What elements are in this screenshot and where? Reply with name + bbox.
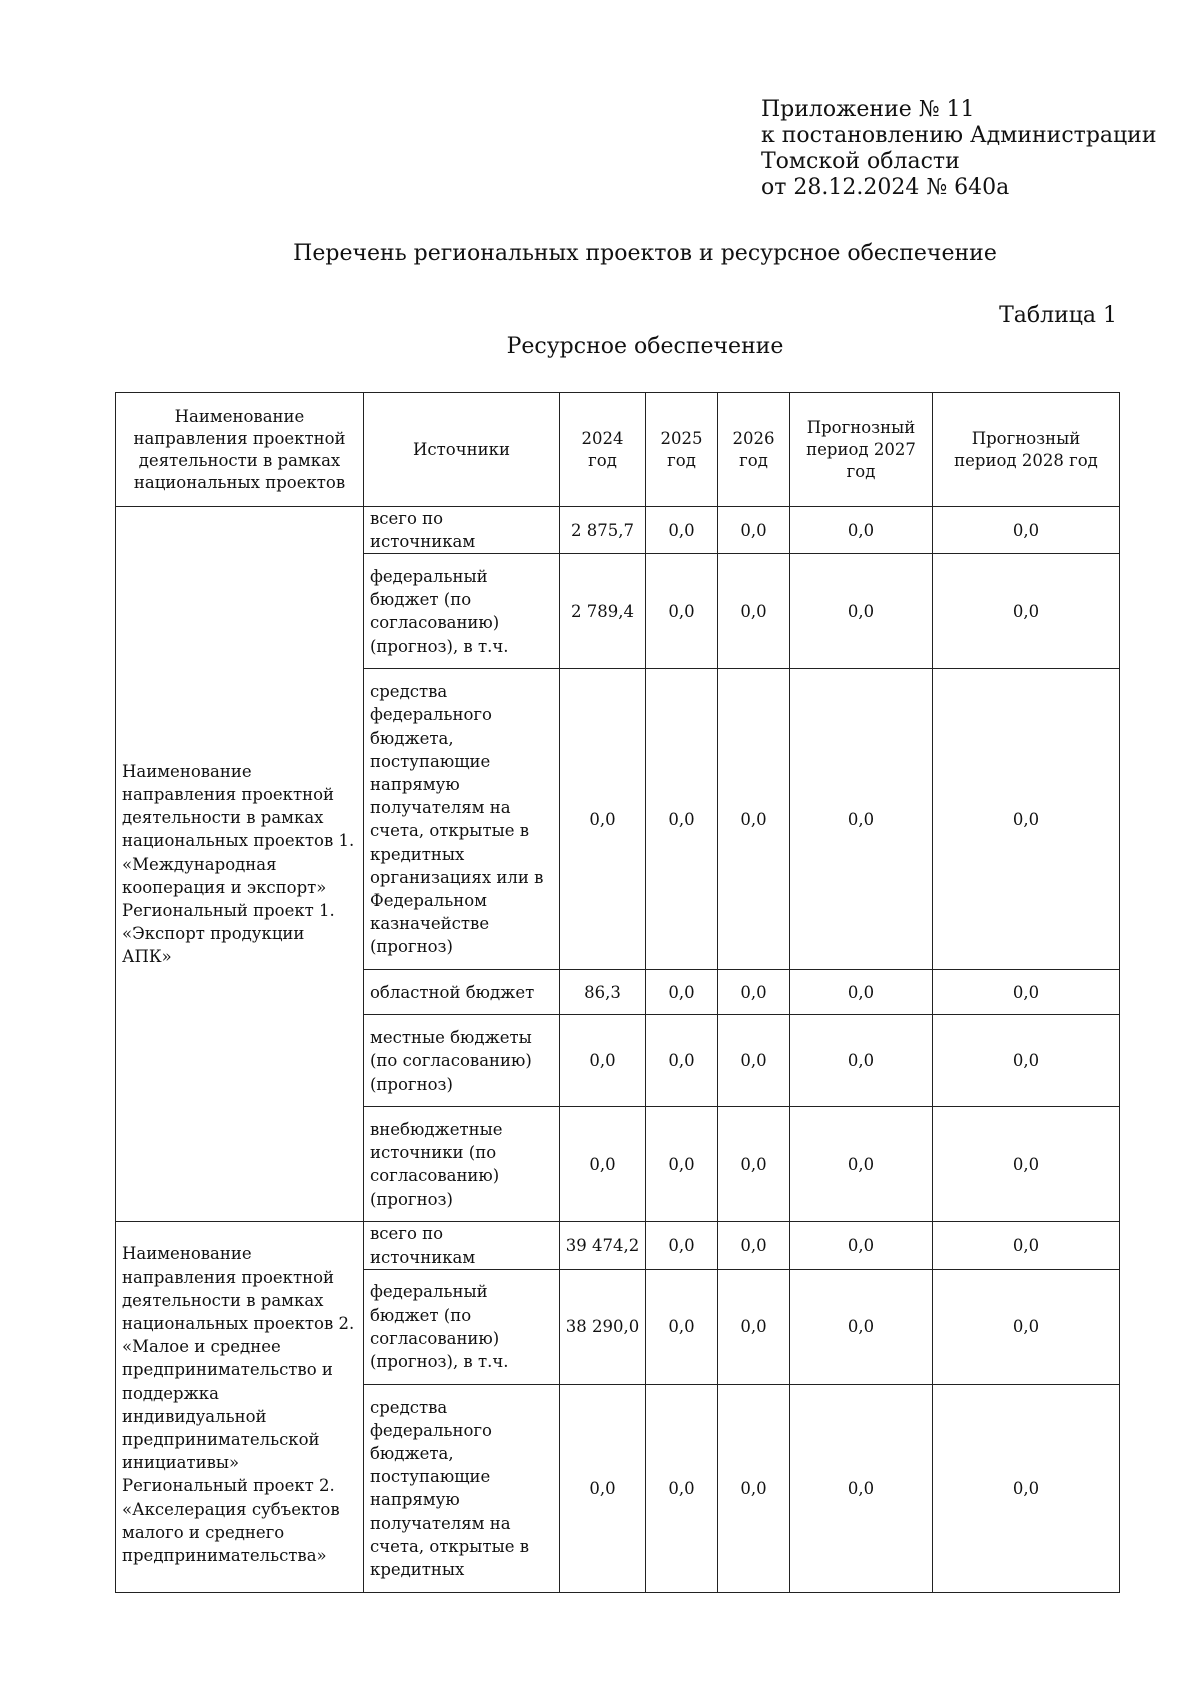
appendix-line-1: Приложение № 11	[761, 97, 975, 122]
header-2027: Прогнозный период 2027 год	[790, 393, 933, 507]
value-2027: 0,0	[790, 1384, 933, 1592]
appendix-line-4: от 28.12.2024 № 640а	[761, 175, 1010, 200]
value-2026: 0,0	[718, 970, 790, 1015]
value-2025: 0,0	[646, 1384, 718, 1592]
appendix-line-3: Томской области	[761, 149, 960, 174]
source-cell: местные бюджеты (по согласованию) (прогноз)	[364, 1015, 560, 1107]
appendix-block	[761, 97, 1157, 201]
value-2028: 0,0	[933, 554, 1120, 669]
value-2025: 0,0	[646, 1107, 718, 1222]
value-2024: 2 789,4	[560, 554, 646, 669]
header-2028: Прогнозный период 2028 год	[933, 393, 1120, 507]
value-2024: 39 474,2	[560, 1222, 646, 1269]
value-2025: 0,0	[646, 1015, 718, 1107]
value-2027: 0,0	[790, 1015, 933, 1107]
value-2027: 0,0	[790, 970, 933, 1015]
value-2026: 0,0	[718, 554, 790, 669]
value-2028: 0,0	[933, 970, 1120, 1015]
resource-table	[115, 392, 1120, 1593]
source-cell: средства федерального бюджета, поступающие напрямую получателям на счета, открытые в кредитных	[364, 1384, 560, 1592]
value-2028: 0,0	[933, 1384, 1120, 1592]
table-row	[116, 507, 1120, 554]
header-sources: Источники	[364, 393, 560, 507]
value-2028: 0,0	[933, 669, 1120, 970]
value-2024: 0,0	[560, 1015, 646, 1107]
value-2027: 0,0	[790, 1107, 933, 1222]
value-2028: 0,0	[933, 507, 1120, 554]
value-2025: 0,0	[646, 1269, 718, 1384]
header-direction: Наименование направления проектной деятельности в рамках национальных проектов	[116, 393, 364, 507]
page-title: Перечень региональных проектов и ресурсное обеспечение	[293, 241, 997, 266]
table-number-label: Таблица 1	[999, 303, 1117, 328]
value-2027: 0,0	[790, 554, 933, 669]
value-2027: 0,0	[790, 507, 933, 554]
value-2026: 0,0	[718, 1269, 790, 1384]
value-2025: 0,0	[646, 554, 718, 669]
value-2025: 0,0	[646, 507, 718, 554]
header-2025: 2025 год	[646, 393, 718, 507]
value-2028: 0,0	[933, 1107, 1120, 1222]
value-2024: 0,0	[560, 1384, 646, 1592]
value-2028: 0,0	[933, 1222, 1120, 1269]
source-cell: внебюджетные источники (по согласованию) (прогноз)	[364, 1107, 560, 1222]
value-2024: 38 290,0	[560, 1269, 646, 1384]
source-cell: всего по источникам	[364, 1222, 560, 1269]
value-2027: 0,0	[790, 1269, 933, 1384]
value-2024: 0,0	[560, 1107, 646, 1222]
source-cell: федеральный бюджет (по согласованию) (прогноз), в т.ч.	[364, 1269, 560, 1384]
value-2025: 0,0	[646, 669, 718, 970]
value-2025: 0,0	[646, 970, 718, 1015]
value-2027: 0,0	[790, 669, 933, 970]
direction-cell: Наименование направления проектной деятельности в рамках национальных проектов 2. «Малое и среднее предпринимательство и поддержка индивидуальной предпринимательской инициативы» Региональный проект 2. «Акселерация субъектов малого и среднего предпринимательства»	[116, 1222, 364, 1592]
value-2026: 0,0	[718, 1015, 790, 1107]
value-2024: 2 875,7	[560, 507, 646, 554]
source-cell: областной бюджет	[364, 970, 560, 1015]
value-2026: 0,0	[718, 1384, 790, 1592]
source-cell: федеральный бюджет (по согласованию) (прогноз), в т.ч.	[364, 554, 560, 669]
value-2026: 0,0	[718, 507, 790, 554]
header-2026: 2026 год	[718, 393, 790, 507]
appendix-line-2: к постановлению Администрации	[761, 123, 1157, 148]
value-2028: 0,0	[933, 1015, 1120, 1107]
value-2025: 0,0	[646, 1222, 718, 1269]
header-2024: 2024 год	[560, 393, 646, 507]
source-cell: всего по источникам	[364, 507, 560, 554]
value-2027: 0,0	[790, 1222, 933, 1269]
direction-cell: Наименование направления проектной деятельности в рамках национальных проектов 1. «Международная кооперация и экспорт» Региональный проект 1. «Экспорт продукции АПК»	[116, 507, 364, 1222]
table-row	[116, 1222, 1120, 1269]
table-header-row	[116, 393, 1120, 507]
value-2028: 0,0	[933, 1269, 1120, 1384]
value-2024: 0,0	[560, 669, 646, 970]
value-2026: 0,0	[718, 1222, 790, 1269]
value-2024: 86,3	[560, 970, 646, 1015]
table-caption: Ресурсное обеспечение	[506, 334, 784, 359]
source-cell: средства федерального бюджета, поступающие напрямую получателям на счета, открытые в кредитных организациях или в Федеральном казначействе (прогноз)	[364, 669, 560, 970]
value-2026: 0,0	[718, 1107, 790, 1222]
value-2026: 0,0	[718, 669, 790, 970]
